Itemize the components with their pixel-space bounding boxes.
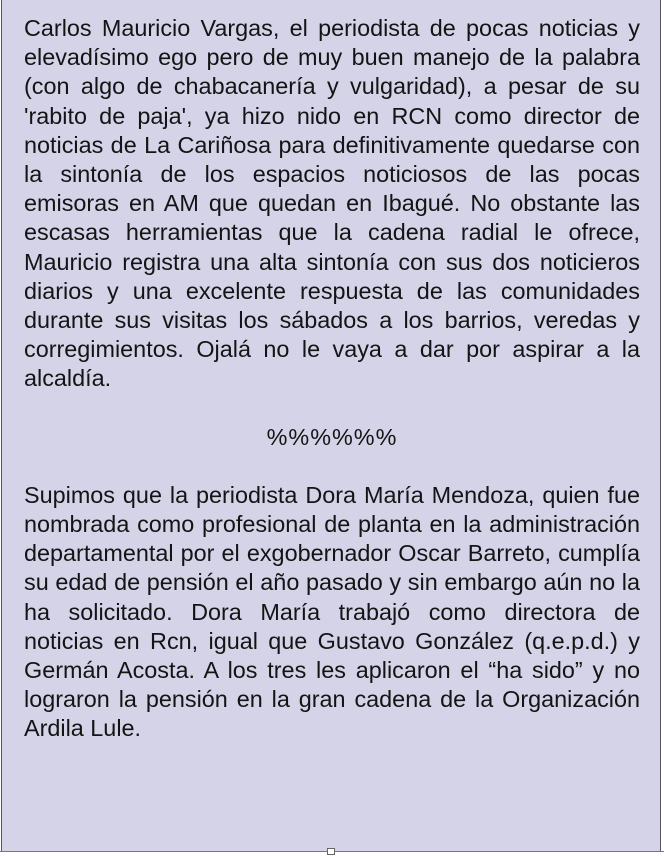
resize-handle[interactable] (327, 848, 335, 855)
text-box (1, 0, 661, 851)
article-paragraph-2: Supimos que la periodista Dora María Mendoza, quien fue nombrada como profesional de planta en la administración departamental por el exgobernador Oscar Barreto, cumplía su edad de pensión el año pasado y sin embargo aún no la ha solicitado. Dora María trabajó como directora de noticias en Rcn, igual que Gustavo González (q.e.p.d.) y Germán Acosta. A los tres les aplicaron el “ha sido” y no lograron la pensión en la gran cadena de la Organización Ardila Lule. (24, 481, 640, 742)
article-paragraph-1: Carlos Mauricio Vargas, el periodista de pocas noticias y elevadísimo ego pero de muy buen manejo de la palabra (con algo de chabacanería y vulgaridad), a pesar de su 'rabito de paja', ya hizo nido en RCN como director de noticias de La Cariñosa para definitivamente quedarse con la sintonía de los espacios noticiosos de las pocas emisoras en AM que quedan en Ibagué. No obstante las escasas herramientas que la cadena radial le ofrece, Mauricio registra una alta sintonía con sus dos noticieros diarios y una excelente respuesta de las comunidades durante sus visitas los sábados a los barrios, veredas y corregimientos. Ojalá no le vaya a dar por aspirar a la alcaldía. (24, 15, 640, 392)
section-separator: %%%%%% (266, 423, 398, 450)
